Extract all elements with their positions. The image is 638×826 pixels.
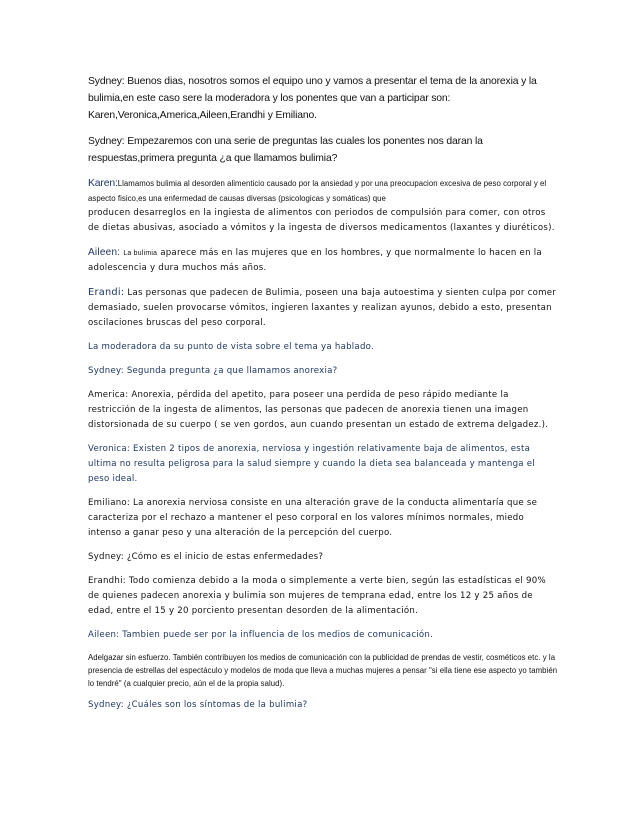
paragraph-erandi <box>88 285 558 331</box>
document-body <box>88 73 558 713</box>
paragraph-text: aparece más en las mujeres que en los hombres, y que normalmente lo hacen en la adolescencia y dura muchos más años. <box>88 248 542 273</box>
paragraph-question-inicio: Sydney: ¿Cómo es el inicio de estas enfermedades? <box>88 552 324 562</box>
speaker-label: Karen: <box>88 178 118 189</box>
paragraph-karen <box>88 176 558 206</box>
paragraph-adelgazar: Adelgazar sin esfuerzo. También contribuyen los medios de comunicación con la publicidad de prendas de vestir, cosméticos etc. y la presencia de estrellas del espectáculo y modelos de moda que lleva a muchas mujeres a pensar "si ella tiene ese aspecto yo también lo tendré" (a cualquier precio, aún el de la propia salud). <box>88 653 558 688</box>
paragraph-erandhi: Erandhi: Todo comienza debido a la moda o simplemente a verte bien, según las estadísticas el 90% de quienes padecen anorexia y bulimia son mujeres de temprana edad, entre los 12 y 25 años de edad, entre el 15 y 20 porciento presentan desorden de la alimentación. <box>88 576 546 616</box>
paragraph-question-bulimia: Sydney: Empezaremos con una serie de preguntas las cuales los ponentes nos daran la respuestas,primera pregunta ¿a que llamamos bulimia? <box>88 136 483 164</box>
paragraph-text: Las personas que padecen de Bulimia, poseen una baja autoestima y sienten culpa por comer demasiado, suelen provocarse vómitos, ingieren laxantes y realizan ayunos, debido a esto, presentan oscilaciones bruscas del peso corporal. <box>88 288 557 328</box>
paragraph-america: America: Anorexia, pérdida del apetito, para poseer una perdida de peso rápido mediante la restricción de la ingesta de alimentos, las personas que padecen de anorexia tienen una imagen distorsionada de su cuerpo ( se ven gordos, aun cuando presentan un estado de extrema delgadez.). <box>88 390 549 430</box>
paragraph-intro: Sydney: Buenos dias, nosotros somos el equipo uno y vamos a presentar el tema de la anorexia y la bulimia,en este caso sere la moderadora y los ponentes que van a participar son: Karen,Veronica,America,Aileen,Erandhi y Emiliano. <box>88 76 537 121</box>
paragraph-question-anorexia: Sydney: Segunda pregunta ¿a que llamamos anorexia? <box>88 366 338 376</box>
speaker-label: Erandi: <box>88 287 125 298</box>
paragraph-text: Llamamos bulimia al desorden alimenticio causado por la ansiedad y por una preocupacion excesiva de peso corporal y el aspecto fisico,es una enfermedad de causas diversas (psicologicas y somáticas) que <box>88 179 547 203</box>
paragraph-lead: La bulimia <box>123 250 158 257</box>
paragraph-veronica: Veronica: Existen 2 tipos de anorexia, nerviosa y ingestión relativamente baja de alimentos, esta ultima no resulta peligrosa para la salud siempre y cuando la dieta sea balanceada y mantenga el peso ideal. <box>88 444 535 484</box>
paragraph-aileen-medios: Aileen: Tambien puede ser por la influencia de los medios de comunicación. <box>88 630 434 640</box>
paragraph-emiliano: Emiliano: La anorexia nerviosa consiste en una alteración grave de la conducta alimentaría que se caracteriza por el rechazo a mantener el peso corporal en los valores mínimos normales, miedo intenso a ganar peso y una alteración de la percepción del cuerpo. <box>88 498 538 538</box>
paragraph-karen-continued: producen desarreglos en la ingiesta de alimentos con periodos de compulsión para comer, con otros de dietas abusivas, asociado a vómitos y la ingesta de diversos medicamentos (laxantes y diuréticos). <box>88 208 555 233</box>
paragraph-question-sintomas: Sydney: ¿Cuáles son los síntomas de la bulimia? <box>88 700 308 711</box>
paragraph-moderator-note: La moderadora da su punto de vista sobre el tema ya hablado. <box>88 342 374 352</box>
speaker-label: Aileen: <box>88 247 121 258</box>
paragraph-aileen <box>88 245 558 276</box>
